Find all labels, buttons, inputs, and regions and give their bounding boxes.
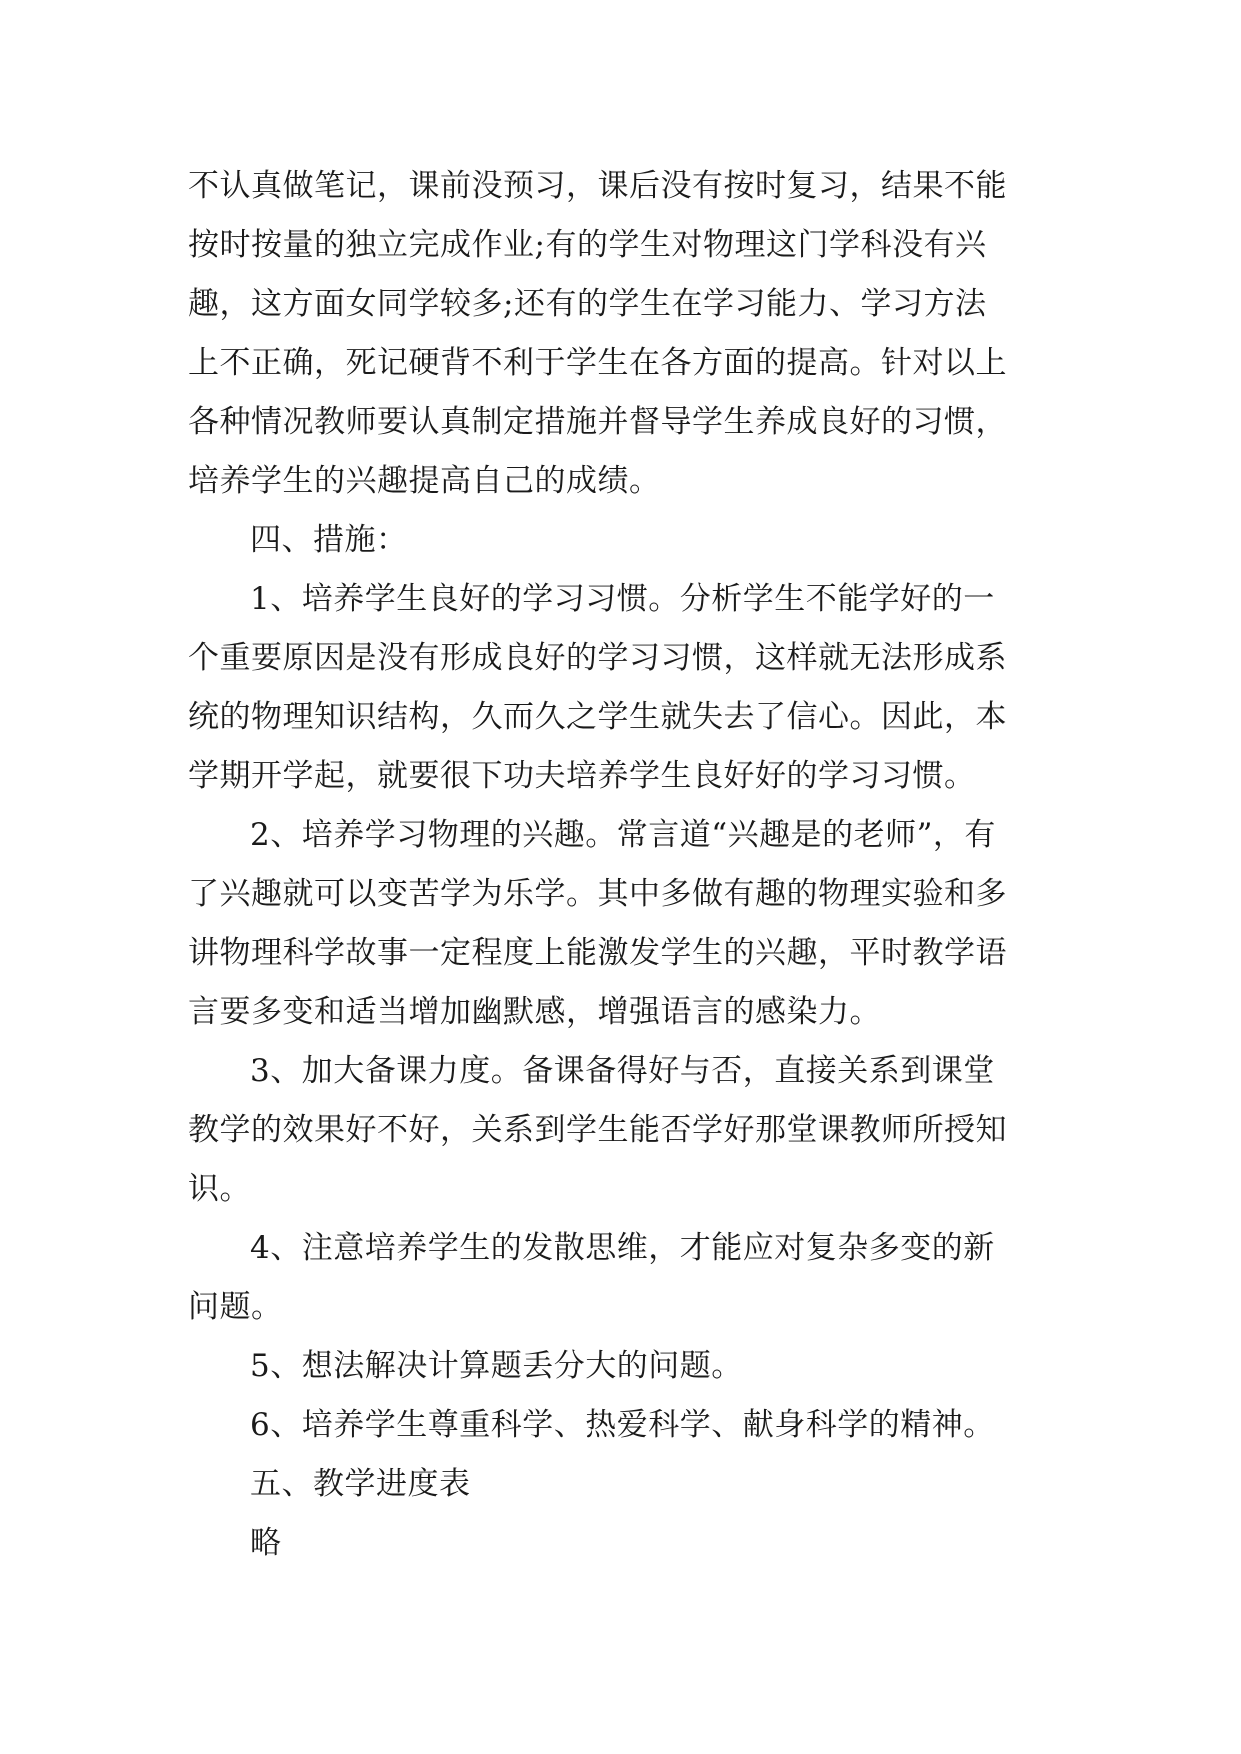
paragraph-measure-2 — [188, 806, 1068, 1042]
text-line: 5、想法解决计算题丢分大的问题。 — [250, 1348, 743, 1384]
text-line: 讲物理科学故事一定程度上能激发学生的兴趣，平时教学语 — [188, 935, 1007, 971]
text-line: 上不正确，死记硬背不利于学生在各方面的提高。针对以上 — [188, 345, 1007, 381]
paragraph-measure-5 — [188, 1337, 1068, 1396]
text-line: 1、培养学生良好的学习习惯。分析学生不能学好的一 — [250, 581, 995, 617]
text-line: 4、注意培养学生的发散思维，才能应对复杂多变的新 — [250, 1230, 995, 1266]
text-line: 2、培养学习物理的兴趣。常言道“兴趣是的老师”，有 — [250, 817, 996, 853]
text-line: 培养学生的兴趣提高自己的成绩。 — [188, 463, 661, 499]
text-line: 了兴趣就可以变苦学为乐学。其中多做有趣的物理实验和多 — [188, 876, 1007, 912]
section-heading-schedule — [188, 1455, 1068, 1514]
section-heading-measures — [188, 511, 1068, 570]
text-line: 四、措施： — [250, 522, 408, 558]
text-line: 统的物理知识结构，久而久之学生就失去了信心。因此，本 — [188, 699, 1007, 735]
document-body — [188, 157, 1068, 1573]
text-line: 问题。 — [188, 1289, 283, 1325]
text-line: 个重要原因是没有形成良好的学习习惯，这样就无法形成系 — [188, 640, 1007, 676]
text-line: 五、教学进度表 — [250, 1466, 471, 1502]
paragraph-measure-3 — [188, 1042, 1068, 1219]
text-line: 言要多变和适当增加幽默感，增强语言的感染力。 — [188, 994, 881, 1030]
paragraph-measure-4 — [188, 1219, 1068, 1337]
paragraph-measure-1 — [188, 570, 1068, 806]
text-line: 趣，这方面女同学较多;还有的学生在学习能力、学习方法 — [188, 286, 987, 322]
text-line: 各种情况教师要认真制定措施并督导学生养成良好的习惯， — [188, 404, 1007, 440]
text-line: 教学的效果好不好，关系到学生能否学好那堂课教师所授知 — [188, 1112, 1007, 1148]
text-line: 学期开学起，就要很下功夫培养学生良好好的学习习惯。 — [188, 758, 976, 794]
paragraph-continued-text — [188, 157, 1068, 511]
paragraph-omitted — [188, 1514, 1068, 1573]
text-line: 不认真做笔记，课前没预习，课后没有按时复习，结果不能 — [188, 168, 1007, 204]
text-line: 识。 — [188, 1171, 251, 1207]
text-line: 6、培养学生尊重科学、热爱科学、献身科学的精神。 — [250, 1407, 995, 1443]
text-line: 按时按量的独立完成作业;有的学生对物理这门学科没有兴 — [188, 227, 987, 263]
text-line: 略 — [250, 1525, 282, 1561]
text-line: 3、加大备课力度。备课备得好与否，直接关系到课堂 — [250, 1053, 995, 1089]
paragraph-measure-6 — [188, 1396, 1068, 1455]
